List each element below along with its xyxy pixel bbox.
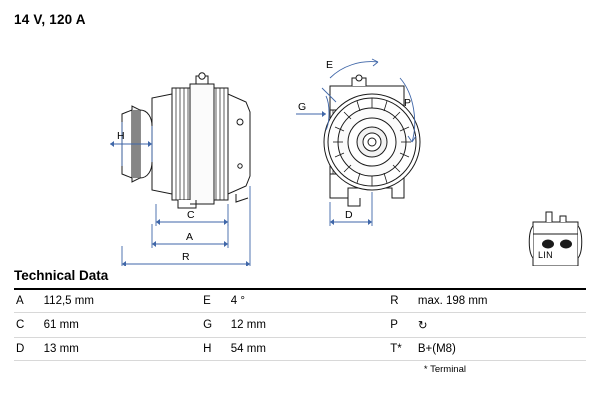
row-key: H [201,338,229,361]
row-value: 61 mm [42,313,201,338]
row-value: 13 mm [42,338,201,361]
dimension-label-H: H [117,130,125,142]
dimension-label-E: E [326,59,334,71]
dimension-label-D: D [345,209,353,221]
alternator-front-view [324,75,420,206]
table-row [14,313,586,338]
table-footnote: * Terminal [423,364,466,375]
rotation-direction-icon: ↻ [416,313,586,338]
connector-label: LIN [538,250,553,260]
product-drawing [0,26,600,266]
row-value: 4 ° [229,290,388,313]
dimension-label-R: R [182,251,190,263]
dimension-label-G: G [298,101,307,113]
page-title: 14 V, 120 A [14,12,86,27]
table-row [14,290,586,313]
row-value: 12 mm [229,313,388,338]
row-key: C [14,313,42,338]
row-key: T* [388,338,416,361]
row-value: 112,5 mm [42,290,201,313]
dimension-label-P: P [404,97,412,109]
technical-data-section [14,268,586,375]
row-value: 54 mm [229,338,388,361]
row-key: G [201,313,229,338]
row-key: R [388,290,416,313]
technical-data-title: Technical Data [14,268,109,283]
row-value: B+(M8) [416,338,586,361]
row-key: A [14,290,42,313]
technical-data-table [14,290,586,361]
dimension-label-C: C [187,209,195,221]
row-value: max. 198 mm [416,290,586,313]
row-key: E [201,290,229,313]
row-key: P [388,313,416,338]
row-key: D [14,338,42,361]
dimension-label-A: A [186,231,194,243]
alternator-side-view [122,73,250,208]
table-row [14,338,586,361]
